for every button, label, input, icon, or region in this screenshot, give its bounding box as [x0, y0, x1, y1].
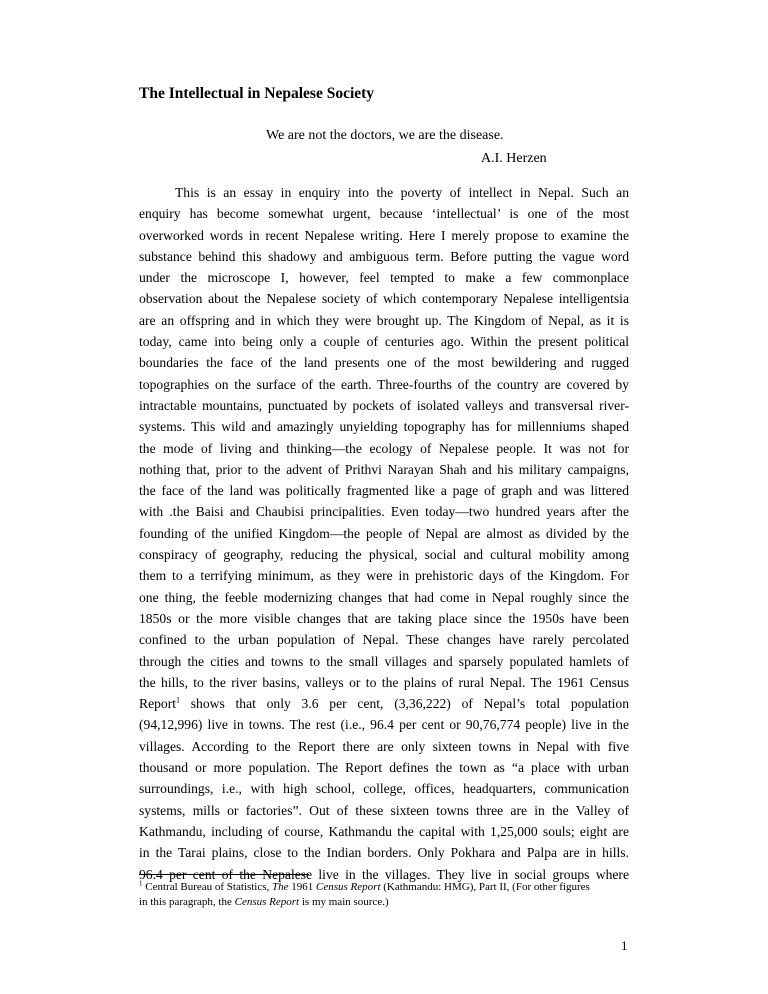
body-line-footnote-ref: [139, 693, 629, 714]
essay-title: The Intellectual in Nepalese Society: [139, 85, 375, 102]
body-line: are an offspring and in which they were brought up. The Kingdom of Nepal, as it is: [139, 312, 629, 328]
body-line: one thing, the feeble modernizing changes that had come in Nepal roughly since the: [139, 589, 629, 605]
body-line: confined to the urban population of Nepal. These changes have rarely percolated: [139, 632, 629, 648]
footnote-text: (Kathmandu: HMG), Part II, (For other figures: [380, 881, 590, 893]
footnote-mark: 1: [139, 879, 143, 888]
body-line: overworked words in recent Nepalese writing. Here I merely propose to examine the: [139, 227, 629, 243]
footnote-text: is my main source.): [299, 896, 389, 908]
body-line: them to a terrifying minimum, as they were in prehistoric days of the Kingdom. For: [139, 568, 629, 584]
epigraph-author: A.I. Herzen: [481, 151, 547, 166]
body-line: 1850s or the more visible changes that are taking place since the 1950s have been: [139, 610, 629, 626]
footnote-italic: Census Report: [316, 881, 381, 893]
footref-after: shows that only 3.6 per cent, (3,36,222) of Nepal’s total population: [180, 696, 629, 712]
body-line: systems, mills or factories”. Out of these sixteen towns three are in the Valley of: [139, 802, 629, 818]
footnote: [139, 880, 639, 910]
body-line: enquiry has become somewhat urgent, because ‘intellectual’ is one of the most: [139, 206, 629, 222]
page-number: 1: [621, 938, 628, 953]
footnote-italic: The: [272, 881, 289, 893]
body-line: substance behind this shadowy and ambiguous term. Before putting the vague word: [139, 248, 629, 264]
body-line: surroundings, i.e., with high school, college, offices, headquarters, communication: [139, 781, 629, 797]
body-line: conspiracy of geography, reducing the physical, social and cultural mobility among: [139, 547, 629, 563]
body-line: through the cities and towns to the small villages and sparsely populated hamlets of: [139, 653, 629, 669]
body-line: observation about the Nepalese society of which contemporary Nepalese intelligentsia: [139, 291, 629, 307]
footnote-text: in this paragraph, the: [139, 896, 235, 908]
footnote-text: Central Bureau of Statistics,: [142, 881, 273, 893]
body-line: systems. This wild and amazingly unyielding topography has for millenniums shaped: [139, 419, 629, 435]
body-line: topographies on the surface of the earth. Three-fourths of the country are covered by: [139, 376, 629, 392]
body-line: founding of the unified Kingdom—the people of Nepal are almost as divided by the: [139, 525, 629, 541]
body-line: boundaries the face of the land presents one of the most bewildering and rugged: [139, 355, 629, 371]
footnote-line: [139, 895, 639, 910]
footref-before: Report: [139, 696, 176, 712]
footnote-divider: [139, 874, 309, 875]
footnote-reference[interactable]: 1: [176, 695, 180, 705]
body-line: the mode of living and thinking—the ecology of Nepalese people. It was not for: [139, 440, 629, 456]
footnote-italic: Census Report: [234, 896, 300, 908]
body-line: under the microscope I, however, feel tempted to make a few commonplace: [139, 270, 629, 286]
body-line: Kathmandu, including of course, Kathmandu the capital with 1,25,000 souls; eight are: [139, 823, 629, 839]
footnote-line: [139, 880, 639, 895]
body-line: with .the Baisi and Chaubisi principalities. Even today—two hundred years after the: [139, 504, 629, 520]
body-line: in the Tarai plains, close to the Indian borders. Only Pokhara and Palpa are in hills.: [139, 845, 629, 861]
body-line: nothing that, prior to the advent of Prithvi Narayan Shah and his military campaigns,: [139, 461, 629, 477]
epigraph-quote: We are not the doctors, we are the disease.: [266, 128, 504, 143]
body-line: This is an essay in enquiry into the poverty of intellect in Nepal. Such an: [175, 185, 629, 200]
body-line: the hills, to the river basins, valleys or to the plains of rural Nepal. The 1961 Census: [139, 674, 629, 690]
footnote-text: 1961: [288, 881, 317, 893]
body-line: today, came into being only a couple of centuries ago. Within the present political: [139, 334, 629, 350]
body-line: intractable mountains, punctuated by pockets of isolated valleys and transversal river-: [139, 397, 629, 413]
body-line: villages. According to the Report there are only sixteen towns in Nepal with five: [139, 738, 629, 754]
body-line: (94,12,996) live in towns. The rest (i.e., 96.4 per cent or 90,76,774 people) live in the: [139, 717, 629, 733]
body-line: 96.4 per cent of the Nepalese live in the villages. They live in social groups where: [139, 866, 629, 882]
body-line: the face of the land was politically fragmented like a page of graph and was littered: [139, 483, 629, 499]
body-line: thousand or more population. The Report defines the town as “a place with urban: [139, 760, 629, 776]
